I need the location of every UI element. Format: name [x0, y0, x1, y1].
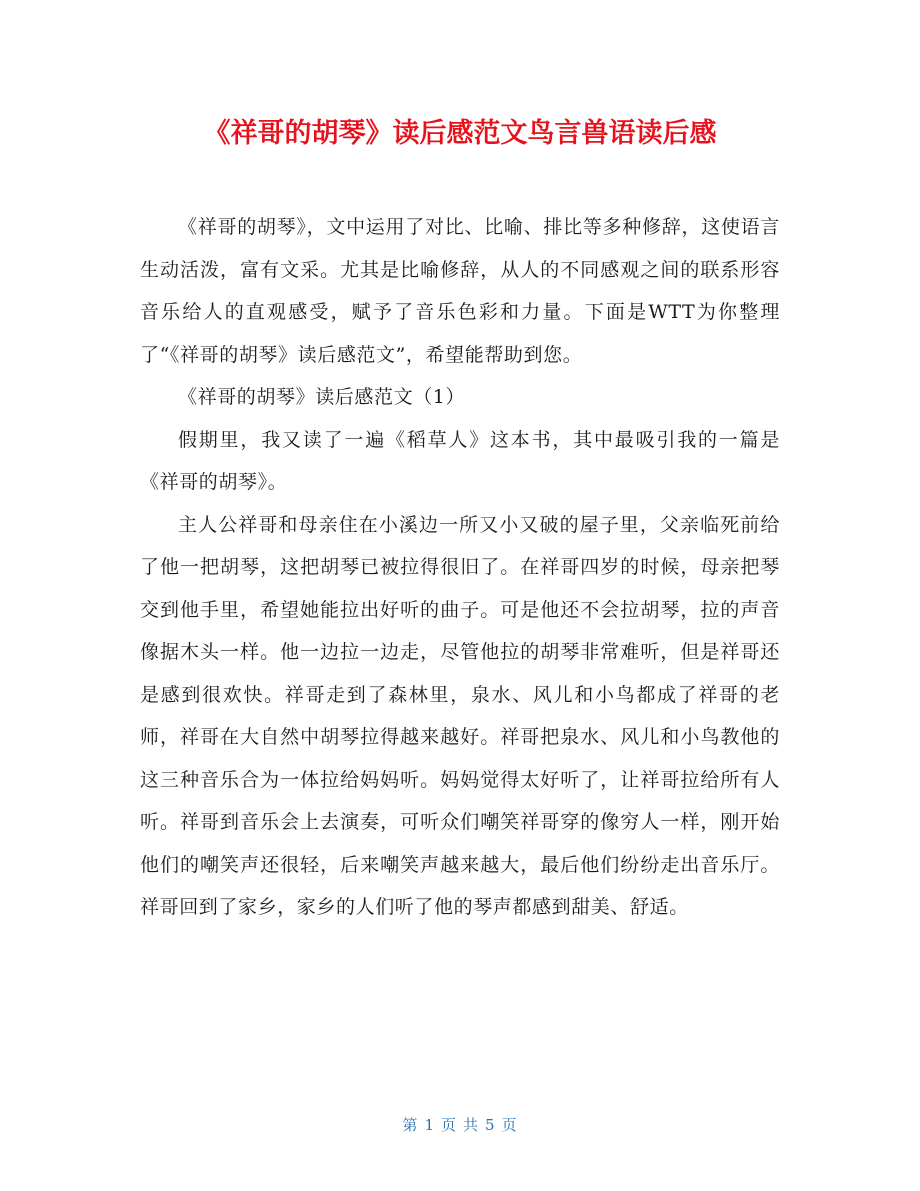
current-page-number: 1 [424, 1116, 435, 1134]
footer-page-label: 页 [440, 1116, 457, 1134]
body-paragraph: 主人公祥哥和母亲住在小溪边一所又小又破的屋子里，父亲临死前给了他一把胡琴，这把胡琴已被拉得很旧了。在祥哥四岁的时候，母亲把琴交到他手里，希望她能拉出好听的曲子。可是他还不会拉胡琴，拉的声音像据木头一样。他一边拉一边走，尽管他拉的胡琴非常难听，但是祥哥还是感到很欢快。祥哥走到了森林里，泉水、风儿和小鸟都成了祥哥的老师，祥哥在大自然中胡琴拉得越来越好。祥哥把泉水、风儿和小鸟教他的这三种音乐合为一体拉给妈妈听。妈妈觉得太好听了，让祥哥拉给所有人听。祥哥到音乐会上去演奏，可听众们嘲笑祥哥穿的像穷人一样，刚开始他们的嘲笑声还很轻，后来嘲笑声越来越大，最后他们纷纷走出音乐厅。祥哥回到了家乡，家乡的人们听了他的琴声都感到甜美、舒适。 [140, 513, 780, 918]
page-footer [0, 1114, 920, 1135]
footer-total-prefix: 共 [463, 1116, 480, 1134]
intro-paragraph: 《祥哥的胡琴》，文中运用了对比、比喻、排比等多种修辞，这使语言生动活泼，富有文采。尤其是比喻修辞，从人的不同感观之间的联系形容音乐给人的直观感受，赋予了音乐色彩和力量。下面是WTT为你整理了“《祥哥的胡琴》读后感范文”，希望能帮助到您。 [140, 216, 780, 366]
body-paragraph: 假期里，我又读了一遍《稻草人》这本书，其中最吸引我的一篇是《祥哥的胡琴》。 [140, 428, 780, 493]
total-pages-number: 5 [485, 1116, 496, 1134]
document-body [140, 206, 780, 929]
document-title: 《祥哥的胡琴》读后感范文鸟言兽语读后感 [203, 118, 717, 149]
section-heading: 《祥哥的胡琴》读后感范文（1） [178, 386, 466, 408]
footer-prefix: 第 [402, 1116, 419, 1134]
footer-total-label: 页 [501, 1116, 518, 1134]
